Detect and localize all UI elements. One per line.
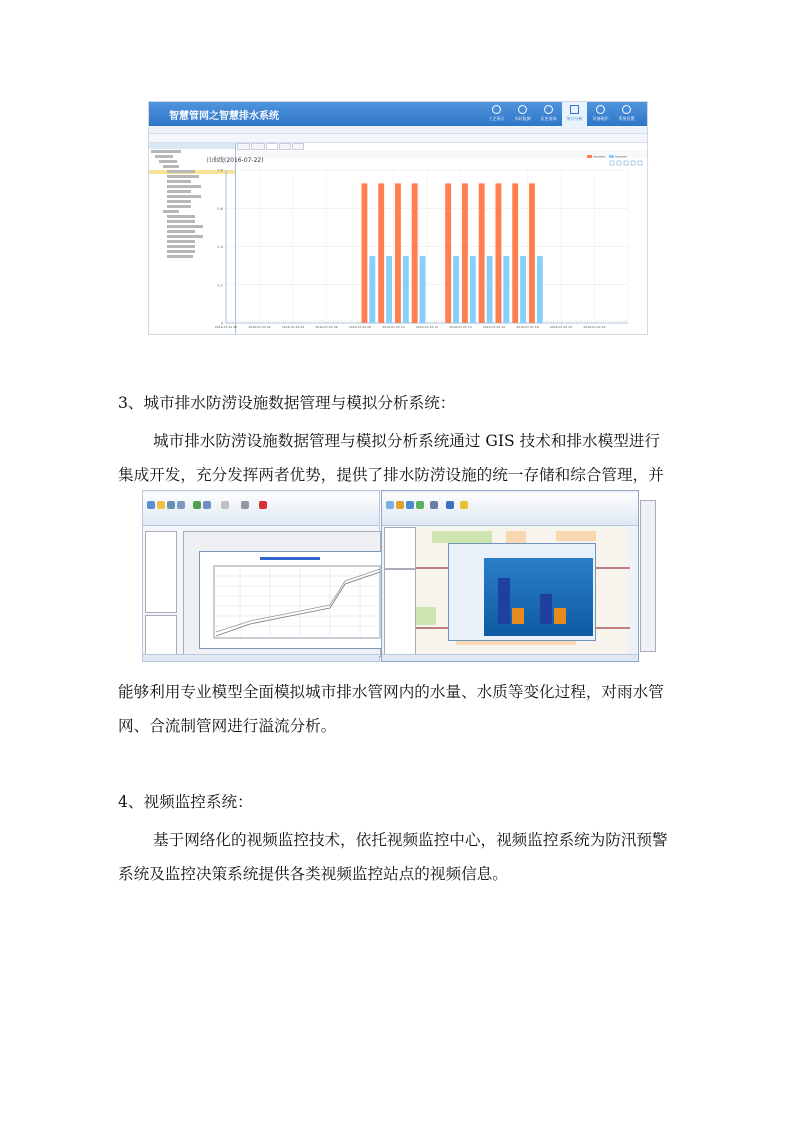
profile-line-chart (200, 552, 386, 648)
map-tools-column (640, 500, 656, 652)
bar-series-blue (537, 256, 543, 323)
close-icon[interactable] (259, 501, 267, 509)
pan-icon[interactable] (446, 501, 454, 509)
overview-panel (384, 527, 416, 569)
legend-label (615, 156, 627, 158)
bar-series-blue (403, 256, 409, 323)
property-panel (145, 615, 177, 657)
tools-icon[interactable] (460, 501, 468, 509)
section3-para1-line2: 集成开发，充分发挥两者优势，提供了排水防涝设施的统一存储和综合管理，并 (118, 466, 664, 484)
y-tick-label: 0.4 (217, 245, 223, 249)
section3-para2-line1: 能够利用专业模型全面模拟城市排水管网内的水量、水质等变化过程，对雨水管 (118, 683, 664, 701)
layer-panel (145, 531, 177, 613)
y-tick-label: 0 (220, 321, 223, 326)
open-icon[interactable] (157, 501, 165, 509)
zoom-icon[interactable] (386, 501, 394, 509)
bar-series-blue (369, 256, 375, 323)
bar-series-orange (362, 183, 368, 323)
drainage-system-screenshot (148, 101, 648, 335)
export-icon[interactable] (241, 501, 249, 509)
save-icon[interactable] (167, 501, 175, 509)
x-tick-label: 2016-07-22 20 (549, 325, 573, 329)
section4-para-line1: 基于网络化的视频监控技术，依托视频监控中心，视频监控系统为防汛预警 (153, 831, 668, 849)
section4-heading: 4、视频监控系统： (118, 793, 253, 811)
select-icon[interactable] (396, 501, 404, 509)
nav-label: 设备维护 (592, 116, 609, 121)
bar-series-blue (470, 256, 476, 323)
doc-icon[interactable] (221, 501, 229, 509)
x-tick-label: 2016-07-22 04 (281, 325, 305, 329)
bar-series-blue (420, 256, 426, 323)
section3-para1-line1: 城市排水防涝设施数据管理与模拟分析系统通过 GIS 技术和排水模型进行 (153, 432, 661, 450)
nav-label: 系统设置 (618, 116, 635, 121)
new-icon[interactable] (147, 501, 155, 509)
profile-chart-window (199, 551, 387, 649)
bar-icon (631, 161, 635, 165)
bar-series-blue (453, 256, 459, 323)
run-icon[interactable] (193, 501, 201, 509)
x-tick-label: 2016-07-22 12 (415, 325, 439, 329)
bar-series-orange (529, 183, 535, 323)
bar-series-blue (520, 256, 526, 323)
x-tick-label: 2016-07-22 06 (315, 325, 338, 329)
settings-icon[interactable] (203, 501, 211, 509)
bar-series-orange (479, 183, 485, 323)
x-tick-label: 2016-07-22 22 (583, 325, 606, 329)
nav-label: 工艺展示 (488, 116, 505, 121)
y-tick-label: 0.6 (217, 206, 223, 211)
section3-heading: 3、城市排水防涝设施数据管理与模拟分析系统： (118, 394, 456, 412)
x-tick-label: 2016-07-22 00 (214, 325, 238, 329)
legend-swatch (609, 155, 614, 158)
layer-icon[interactable] (416, 501, 424, 509)
app-title: 智慧管网之智慧排水系统 (169, 111, 279, 122)
y-tick-label: 0.2 (217, 283, 223, 288)
statistics-bar-chart (484, 558, 593, 636)
x-tick-label: 2016-07-22 10 (382, 325, 405, 329)
x-tick-label: 2016-07-22 08 (348, 325, 372, 329)
bar-series-blue (386, 256, 392, 323)
globe-icon[interactable] (406, 501, 414, 509)
bar-series-orange (445, 183, 451, 323)
nav-label: 历史查询 (540, 116, 557, 121)
print-icon[interactable] (177, 501, 185, 509)
bar-series-blue (503, 256, 509, 323)
bar-series-orange (378, 183, 384, 323)
zoom-icon (617, 161, 621, 165)
statistics-dialog (448, 543, 596, 641)
chart-heading-mark (260, 557, 320, 560)
legend-label (593, 156, 605, 158)
nav-label: 实时监测 (514, 116, 531, 121)
status-bar (382, 654, 638, 661)
bar-series-orange (395, 183, 401, 323)
status-bar (143, 654, 379, 661)
line-icon (624, 161, 628, 165)
model-analysis-window (142, 490, 380, 662)
ribbon-toolbar (143, 493, 379, 526)
nav-label: 统计分析 (566, 116, 583, 121)
daily-curve-chart (149, 102, 648, 335)
gis-toolbar (382, 493, 638, 526)
table-icon[interactable] (430, 501, 438, 509)
x-tick-label: 2016-07-22 02 (248, 325, 271, 329)
bar-series-orange (462, 183, 468, 323)
refresh-icon (638, 161, 642, 165)
x-tick-label: 2016-07-22 16 (482, 325, 506, 329)
bar-series-orange (412, 183, 418, 323)
chart-title: 日曲线(2016-07-22) (206, 157, 264, 164)
x-tick-label: 2016-07-22 18 (516, 325, 539, 329)
section3-para2-line2: 网、合流制管网进行溢流分析。 (118, 717, 337, 735)
x-tick-label: 2016-07-22 14 (449, 325, 472, 329)
bar-series-orange (496, 183, 502, 323)
y-tick-label: 0.8 (217, 168, 223, 173)
layer-tree (384, 569, 416, 657)
drainage-model-gis-screenshot (142, 490, 660, 662)
bar-series-orange (512, 183, 518, 323)
legend-swatch (587, 155, 592, 158)
section4-para-line2: 系统及监控决策系统提供各类视频监控站点的视频信息。 (118, 865, 508, 883)
gis-window (381, 490, 639, 662)
bar-series-blue (487, 256, 493, 323)
restore-icon (610, 161, 614, 165)
